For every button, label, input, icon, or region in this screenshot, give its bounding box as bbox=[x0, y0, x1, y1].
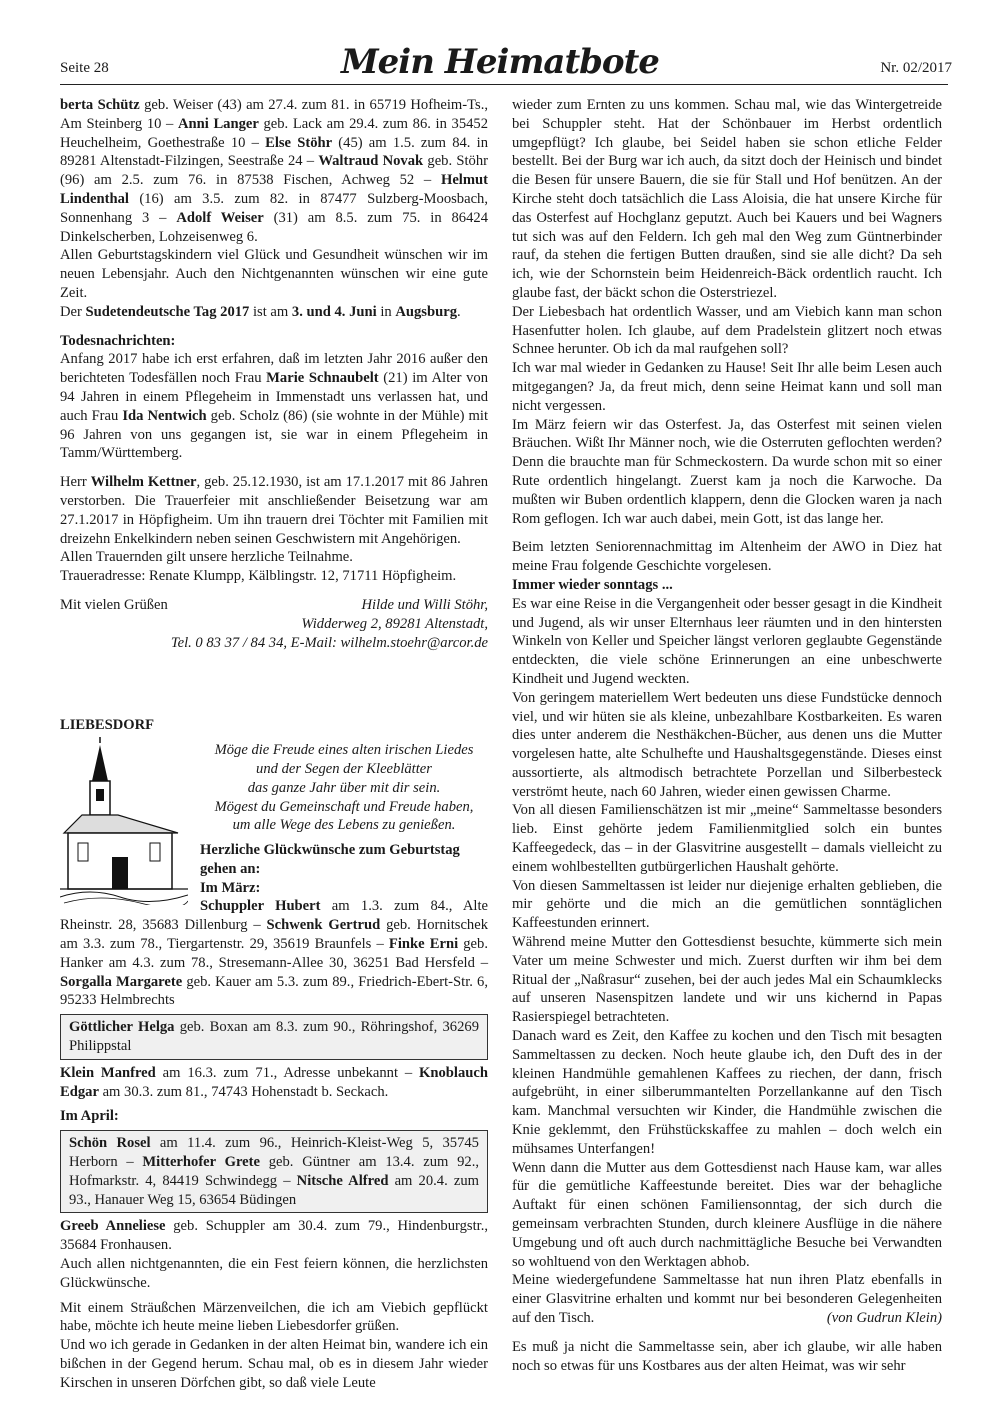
blessing-line-1: Möge die Freude eines alten irischen Liedes bbox=[214, 742, 474, 759]
story-paragraph-1: Es war eine Reise in die Vergangenheit oder besser gesagt in die Kindheit und Jugend, als wir unser Elternhaus leer räumten und in den hintersten Winkeln von Keller und Speicher längst verloren geglaubte Gegenstände entdeckten, die viele schöne Erinnerungen an eine unbeschwerte Kindheit und Jugend weckten. bbox=[512, 595, 942, 687]
birthday-list-continued: berta Schütz geb. Weiser (43) am 27.4. zum 81. in 65719 Hofheim-Ts., Am Steinberg 10 – Anni Langer geb. Lack am 29.4. zum 86. in 35452 Heuchelheim, Goethestraße 10 – Else Stöhr (45) am 1.5. zum 84. in 89281 Altenstadt-Filzingen, Seestraße 24 – Waltraud Novak geb. Stöhr (96) am 2.5. zum 76. in 87538 Fischen, Achweg 52 – Helmut Lindenthal (16) am 3.5. zum 82. in 87477 Sulzberg-Moosbach, Sonnenhang 3 – Adolf Weiser (31) am 8.5. zum 75. in 86424 Dinkelscherben, Lohzeisenweg 6. bbox=[60, 97, 489, 245]
signature-block bbox=[60, 596, 488, 615]
story-paragraph-5: Während meine Mutter den Gottesdienst besuchte, kümmerte sich mein Vater um meine Schwester und mich. Zuerst durften wir ihm bei dem Ritual der „Naßrasur“ zusehen, bei der auch jedes Mal ein Schaumklecks auf unseren Nasenspitzen landete und wir uns kichernd in Papas Rasierspiegel betrachteten. bbox=[512, 934, 942, 1026]
story-intro: Beim letzten Seniorennachmittag im Altenheim der AWO in Diez hat meine Frau folgende Geschichte vorgelesen. bbox=[512, 539, 942, 575]
blessing-line-4: Mögest du Gemeinschaft und Freude haben, bbox=[214, 798, 474, 815]
todes-heading: Todesnachrichten: bbox=[60, 332, 176, 349]
story-paragraph-4: Von diesen Sammeltassen ist leider nur diejenige erhalten geblieben, die mir gehörte und die mich an die gemütlichen sonntäglichen Kaffeestunden erinnert. bbox=[512, 877, 942, 932]
story-author: (von Gudrun Klein) bbox=[826, 1310, 942, 1326]
birthday-wishes: Allen Geburtstagskindern viel Glück und Gesundheit wünschen wir im neuen Lebensjahr. Auch den Nichtgenannten wünschen wir eine gute Zeit. bbox=[60, 247, 488, 301]
memory-paragraph-3: Ich war mal wieder in Gedanken zu Hause! Seit Ihr alle beim Lesen auch mitgegangen? Ja, da freut mich, denn seine Heimat kann und soll man nicht vergessen. bbox=[512, 360, 942, 414]
story-heading: Immer wieder sonntags ... bbox=[512, 576, 673, 593]
greeting-paragraph: Mit einem Sträußchen Märzenveilchen, die ich am Viebich gepflückt habe, möchte ich heute meine lieben Liebesdorfer grüßen. bbox=[60, 1299, 488, 1335]
memory-paragraph-start: Und wo ich gerade in Gedanken in der alten Heimat bin, wandere ich ein bißchen in der Gegend herum. Schau mal, ob es in diesem Jahr wieder Kirschen in unseren Dörfchen gibt, so daß viele Leute bbox=[60, 1337, 488, 1391]
obituary-paragraph-2: Herr Wilhelm Kettner, geb. 25.12.1930, ist am 17.1.2017 mit 86 Jahren verstorben. Die Trauerfeier mit anschließender Beisetzung war am 27.1.2017 in Höpfigheim. Um ihn trauern drei Töchter mit Familien mit dreizehn Enkelkindern neben seinen Geschwistern mit Angehörigen. bbox=[60, 474, 489, 547]
page-number: Seite 28 bbox=[60, 60, 109, 76]
section-heading-liebesdorf: LIEBESDORF bbox=[60, 717, 155, 734]
memory-paragraph-2: Der Liebesbach hat ordentlich Wasser, und am Viebich kann man schon Hasenfutter holen. Ich glaube, auf dem Pradelstein glitzert noch etwas Schnee herunter. Ob ich da mal raufgehen soll? bbox=[512, 303, 942, 358]
blessing-line-3: das ganze Jahr über mit dir sein. bbox=[247, 779, 441, 796]
closing-paragraph: Es muß ja nicht die Sammeltasse sein, aber ich glaube, wir alle haben noch so etwas für uns Kostbares aus der alten Heimat, was wir sehr bbox=[512, 1338, 942, 1374]
signature-contact: Tel. 0 83 37 / 84 34, E-Mail: wilhelm.stoehr@arcor.de bbox=[170, 634, 488, 651]
signature-name: Hilde und Willi Stöhr, bbox=[361, 596, 488, 613]
maerz-birthdays: Schuppler Hubert am 1.3. zum 84., Alte Rheinstr. 28, 35683 Dillenburg – Schwenk Gertrud geb. Hornitschek am 3.3. zum 78., Tiergartenstr. 29, 35619 Braunfels – Finke Erni geb. Hanker am 4.3. zum 78., Stresemann-Allee 30, 36251 Bad Hersfeld – Sorgalla Margarete geb. Kauer am 5.3. zum 89., Friedrich-Ebert-Str. 6, 95233 Helmbrechts bbox=[60, 898, 488, 1009]
masthead-logo: Mein Heimatbote bbox=[341, 42, 659, 82]
right-column bbox=[512, 96, 942, 1375]
story-paragraph-3: Von all diesen Familienschätzen ist mir „meine“ Sammeltasse besonders lieb. Einst gehörte jedem Familienmitglied solch ein buntes Kaffeegedeck, das – in der Glasvitrine ausgestellt – damals vielleicht zu einem wohlbestellten gutbürgerlichen Haushalt gehörte. bbox=[512, 802, 942, 875]
signature-address: Widderweg 2, 89281 Altenstadt, bbox=[301, 615, 488, 632]
memory-paragraph-cont: wieder zum Ernten zu uns kommen. Schau mal, wie das Wintergetreide bei Schuppler steht. Hat der Schönbauer im Herbst ordentlich umgepflügt? Ich glaube, bei Seidel haben sie schon etliche Felder bestellt. Bei der Burg war ich auch, da sitzt doch der Heinisch und bindet die Besen für unsere Bauern, die sie für Stall und Hof benützen. An der Kirche steht doch tatsächlich die Lass Aloisia, die hat unsere Kirche für das Osterfest auf Hochglanz geputzt. Auch bei Kauers und bei Wagners tut sich was auf den Feldern. Ich geh mal den Weg zum Güntnerbinder rauf, da stehen die fertigen Butten draußen, sind sie alle dicht? Da seh ich, wie der Schornstein beim Heidenreich-Bäck ordentlich raucht. Ich glaube fast, der bäckt schon die Osterstriezel. bbox=[512, 97, 942, 301]
maerz-birthdays-2: Klein Manfred am 16.3. zum 71., Adresse unbekannt – Knoblauch Edgar am 30.3. zum 81., 74743 Hohenstadt b. Seckach. bbox=[60, 1064, 488, 1100]
story-paragraph-7: Wenn dann die Mutter aus dem Gottesdienst nach Hause kam, war alles für die gemütliche Kaffeestunde bereitet. Dies war der behagliche Auftakt für einen schönen Familiensonntag, der sich durch die gemeinsam verbrachten Stunden, durch kleinere Ausflüge in die nähere Umgebung und oft auch durch nachmittägliche Besuche bei Verwandten so wohltuend von den Werktagen abhob. bbox=[512, 1159, 942, 1270]
left-column bbox=[60, 96, 488, 1393]
obituary-paragraph-1: Anfang 2017 habe ich erst erfahren, daß im letzten Jahr 2016 außer den berichteten Todesfällen noch Frau Marie Schnaubelt (21) im Alter von 94 Jahren in einem Pflegeheim in Immenstadt uns verlassen hat, und auch Frau Ida Nentwich geb. Scholz (86) (sie wohnte in der Mühle) mit 96 Jahren von uns gegangen ist, sie war in einem Pflegeheim in Tamm/Württemberg. bbox=[60, 351, 489, 462]
church-illustration bbox=[60, 737, 188, 905]
easter-paragraph: Im März feiern wir das Osterfest. Ja, das Osterfest mit seinen vielen Bräuchen. Wißt Ihr Männer noch, wie die Osterruten geflochten werden? Denn die brauchte man für Schmeckostern. Da wurde schon mit so einer Rute ordentlich hingelangt. Zuerst kam ja noch die Karwoche. Da mußten wir Buben ordentlich klappern, denn die Glocken waren ja nach Rom geflogen. Ich war auch dabei, mein Gott, ist das lange her. bbox=[512, 416, 942, 527]
signature-greeting: Mit vielen Grüßen bbox=[60, 596, 168, 613]
story-paragraph-8: Meine wiedergefundene Sammeltasse hat nun ihren Platz ebenfalls in einer Glasvitrine erhalten und kommt nur bei besonderen Gelegenheiten auf den Tisch. (von Gudrun Klein) bbox=[512, 1272, 942, 1326]
header-rule bbox=[60, 84, 948, 85]
april-birthdays: Greeb Anneliese geb. Schuppler am 30.4. zum 79., Hindenburgstr., 35684 Fronhausen. bbox=[60, 1218, 488, 1254]
highlight-box-goettlicher: Göttlicher Helga geb. Boxan am 8.3. zum 90., Röhringshof, 36269 Philippstal bbox=[60, 1014, 488, 1060]
general-wishes: Auch allen nichtgenannten, die ein Fest feiern können, die herzlichsten Glückwünsche. bbox=[60, 1256, 488, 1291]
april-heading: Im April: bbox=[60, 1108, 119, 1125]
story-paragraph-6: Danach ward es Zeit, den Kaffee zu kochen und den Tisch mit besagten Sammeltassen zu decken. Noch heute glaube ich, den Duft des in der kleinen Handmühle gemahlenen Kaffees zu riechen, der dann, frisch aufgebrüht, in einer silberummantelten Porzellankanne auf den Tisch kam. Manchmal versuchten wir Kinder, die Handmühle zwischen die Knie geklemmt, den Frühstückskaffee zu mahlen – doch welch ein mühsames Unterfangen! bbox=[512, 1028, 942, 1157]
highlight-box-april: Schön Rosel am 11.4. zum 96., Heinrich-Kleist-Weg 5, 35745 Herborn – Mitterhofer Grete geb. Güntner am 13.4. zum 92., Hofmarkstr. 4, 84419 Schwindegg – Nitsche Alfred am 20.4. zum 93., Hanauer Weg 15, 63654 Büdingen bbox=[60, 1130, 488, 1213]
blessing-line-5: um alle Wege des Lebens zu genießen. bbox=[232, 817, 456, 834]
blessing-line-2: und der Segen der Kleeblätter bbox=[256, 760, 432, 777]
glueckwuensche-heading: Herzliche Glückwünsche zum Geburtstag gehen an: bbox=[200, 842, 460, 877]
story-paragraph-2: Von geringem materiellem Wert bedeuten uns diese Fundstücke dennoch viel, und wir hüten sie als kleine, unbezahlbare Kostbarkeiten. Es waren dies unter anderem die Nesthäkchen-Bücher, aus denen uns die Mutter vorgelesen hatte, alte Schulhefte und Haushaltsgegenstände. Dieses einst aussortierte, als altmodisch betrachtete Porzellan und Silberbesteck verströmt heute, nach 60 Jahren, wieder einen gewissen Charme. bbox=[512, 689, 942, 800]
mourning-address: Traueradresse: Renate Klumpp, Kälblingstr. 12, 71711 Höpfigheim. bbox=[60, 568, 457, 585]
sudetendeutsche-tag-note: Der Sudetendeutsche Tag 2017 ist am 3. und 4. Juni in Augsburg. bbox=[60, 303, 461, 320]
issue-number: Nr. 02/2017 bbox=[880, 60, 952, 76]
condolence-text: Allen Trauernden gilt unsere herzliche Teilnahme. bbox=[60, 549, 353, 566]
maerz-heading: Im März: bbox=[200, 879, 261, 896]
